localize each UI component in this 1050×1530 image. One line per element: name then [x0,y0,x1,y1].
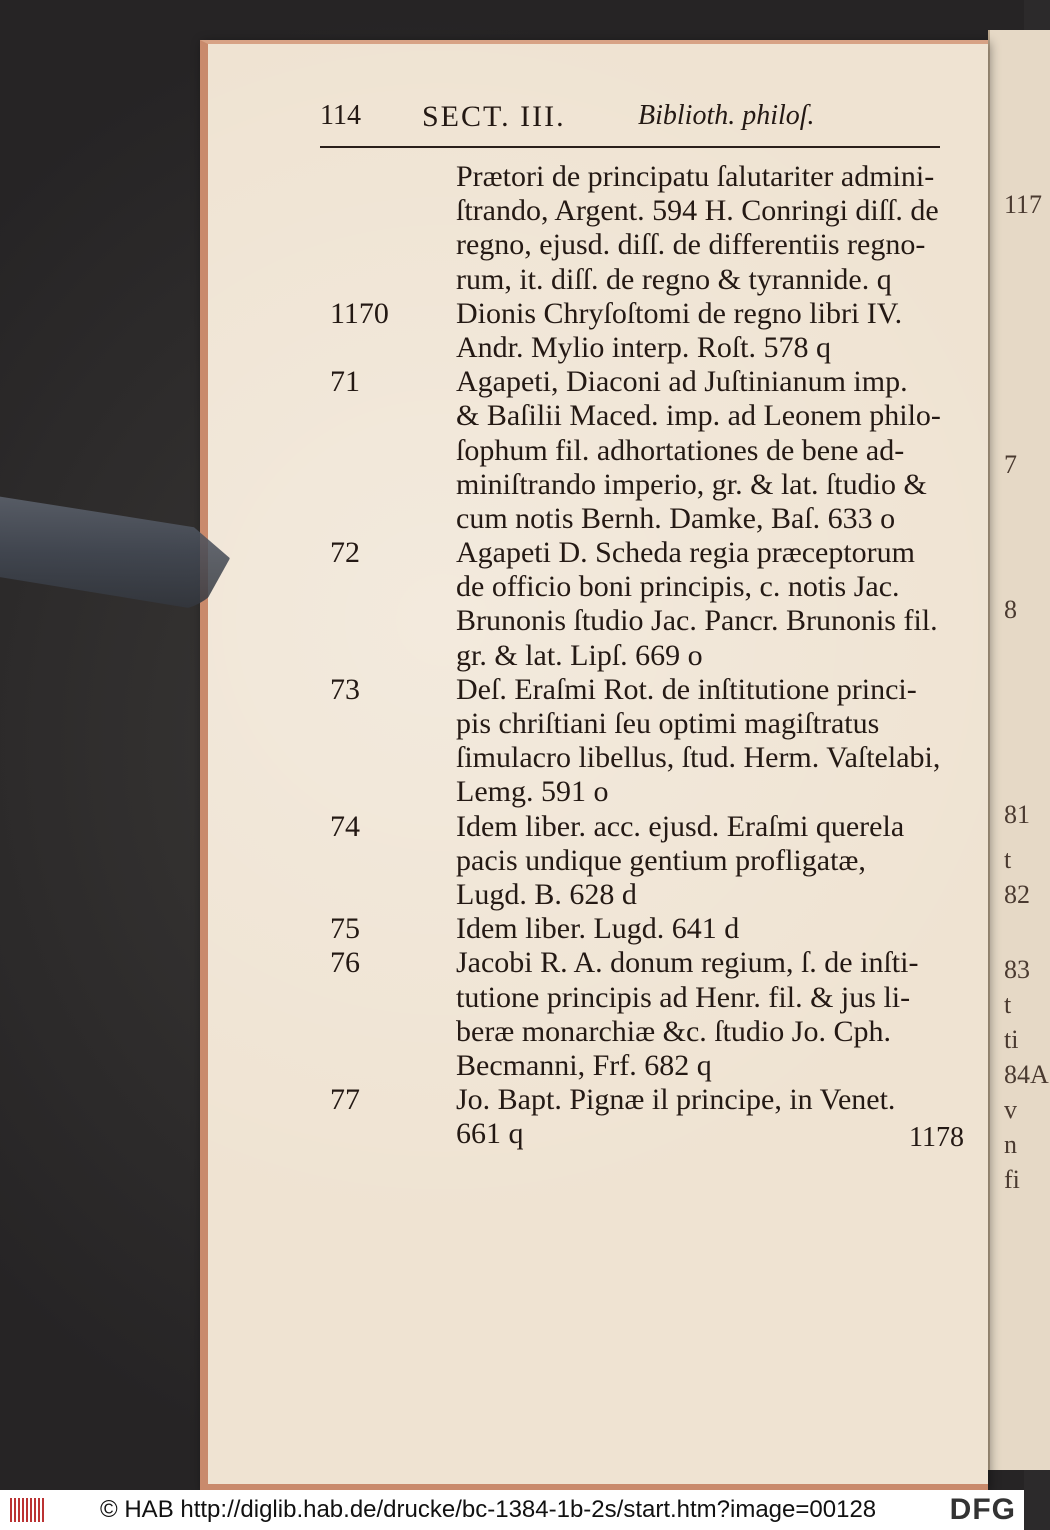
entry-text: & Baſilii Maced. imp. ad Leonem philo- [456,399,941,433]
entry-line [330,878,950,912]
entry-number: 73 [330,672,360,706]
entry-number: 1170 [330,296,389,330]
entry-text: cum notis Bernh. Damke, Baſ. 633 o [456,501,896,535]
catalog-entries [330,160,950,1151]
entry-line [330,365,950,399]
next-page-fragment: 81 [1004,800,1030,829]
entry-line [330,536,950,570]
entry-text: Dionis Chryſoſtomi de regno libri IV. [456,296,903,330]
entry-line [330,707,950,741]
entry-text: Becmanni, Frf. 682 q [456,1048,712,1082]
entry-text: tutione principis ad Henr. fil. & jus li- [456,980,911,1014]
entry-text: Idem liber. acc. ejusd. Eraſmi querela [456,809,905,843]
book-clamp-strap [0,495,230,610]
entry-line [330,912,950,946]
entry-line [330,468,950,502]
entry-number: 76 [330,946,360,980]
entry-text: ſimulacro libellus, ſtud. Herm. Vaſtelabi, [456,741,941,775]
entry-text: 661 q [456,1117,524,1151]
barcode-icon [10,1498,46,1522]
entry-number: 71 [330,365,360,399]
running-header [320,100,940,140]
next-page-fragment: 84A [1004,1060,1049,1089]
entry-text: Andr. Mylio interp. Roſt. 578 q [456,330,831,364]
entry-text: Lugd. B. 628 d [456,877,637,911]
entry-text: pis chriſtiani ſeu optimi magiſtratus [456,707,880,740]
next-page-fragment: 82 [1004,880,1030,909]
catchword: 1178 [909,1122,964,1153]
entry-text: gr. & lat. Lipſ. 669 o [456,638,703,672]
dfg-logo: DFG [949,1493,1016,1526]
next-page-fragment: 7 [1004,450,1017,479]
page-number: 114 [320,100,361,131]
entry-line [330,297,950,331]
entry-text: Prætori de principatu ſalutariter admini- [456,160,935,193]
entry-line [330,639,950,673]
entry-line [330,673,950,707]
entry-line [330,604,950,638]
next-page-fragment: 83 [1004,955,1030,984]
section-title: SECT. III. [422,100,566,133]
next-page-fragment: ti [1004,1025,1019,1054]
entry-line [330,741,950,775]
entry-line [330,810,950,844]
next-page-fragment: 8 [1004,595,1017,624]
entry-number: 75 [330,912,360,946]
entry-line [330,1015,950,1049]
footer-bar [0,1490,1024,1530]
entry-number: 77 [330,1083,360,1117]
entry-text: Agapeti D. Scheda regia præceptorum [456,536,916,570]
entry-line [330,194,950,228]
entry-text: Idem liber. Lugd. 641 d [456,912,740,946]
entry-line [330,1083,950,1117]
entry-line [330,434,950,468]
entry-text: Jo. Bapt. Pignæ il principe, in Venet. [456,1083,896,1117]
entry-text: beræ monarchiæ &c. ſtudio Jo. Cph. [456,1014,891,1048]
entry-line [330,160,950,194]
entry-text: Brunonis ſtudio Jac. Pancr. Brunonis fil. [456,604,938,638]
entry-line [330,981,950,1015]
entry-text: Deſ. Eraſmi Rot. de inſtitutione princi- [456,672,917,706]
next-page-fragment: 117 [1004,190,1043,219]
entry-text: de officio boni principis, c. notis Jac. [456,570,900,604]
entry-line [330,502,950,536]
entry-text: miniſtrando imperio, gr. & lat. ſtudio & [456,467,927,501]
next-page-fragment: v [1004,1095,1017,1124]
entry-text: Lemg. 591 o [456,775,609,809]
entry-line [330,331,950,365]
next-page-fragment: t [1004,990,1012,1019]
running-title: Biblioth. philoſ. [638,100,815,131]
entry-line [330,844,950,878]
entry-line [330,1117,950,1151]
next-page-fragment: fi [1004,1165,1020,1194]
entry-line [330,1049,950,1083]
entry-number: 74 [330,809,360,843]
entry-text: ſophum fil. adhortationes de bene ad- [456,433,905,467]
entry-line [330,399,950,433]
entry-line [330,775,950,809]
entry-line [330,263,950,297]
entry-number: 72 [330,536,360,570]
entry-text: regno, ejusd. diſſ. de differentiis regno- [456,228,926,262]
entry-text: rum, it. diſſ. de regno & tyrannide. q [456,262,892,296]
copyright-link[interactable]: © HAB http://diglib.hab.de/drucke/bc-1384-1b-2s/start.htm?image=00128 [100,1496,877,1523]
header-rule [320,146,940,148]
entry-text: Agapeti, Diaconi ad Juſtinianum imp. [456,365,908,399]
next-page-edge [988,30,1050,1470]
entry-text: ſtrando, Argent. 594 H. Conringi diſſ. de [456,194,939,228]
next-page-fragment: t [1004,845,1012,874]
entry-line [330,570,950,604]
entry-line [330,228,950,262]
entry-text: pacis undique gentium profligatæ, [456,843,866,877]
next-page-fragment: n [1004,1130,1017,1159]
entry-line [330,946,950,980]
entry-text: Jacobi R. A. donum regium, ſ. de inſti- [456,946,919,980]
